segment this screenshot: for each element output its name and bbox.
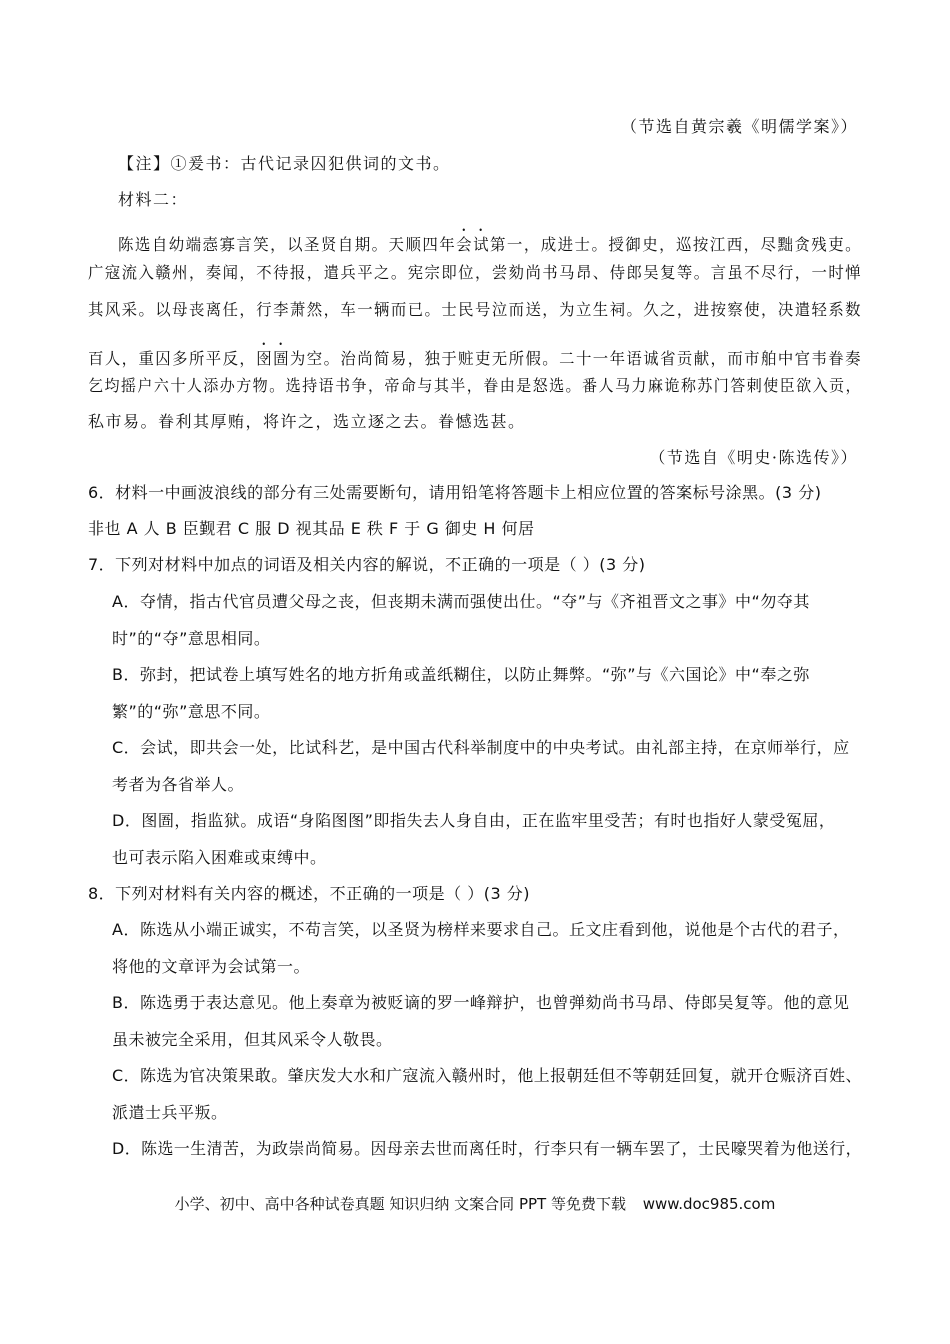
question-8-option-c: C．陈选为官决策果敢。肇庆发大水和广寇流入赣州时，他上报朝廷但不等朝廷回复，就开仓赈济百姓、 [112,1066,862,1085]
source-line-2: （节选自《明史·陈选传》） [649,448,858,467]
text-segment: 百人，重囚多所平反， [88,349,257,368]
question-6-text: 6．材料一中画波浪线的部分有三处需要断句，请用铅笔将答题卡上相应位置的答案标号涂黑。(3 分) [88,483,822,502]
material-2-line-2: 广寇流入赣州，奏闻，不待报，遣兵平之。宪宗即位，尝劾尚书马昂、侍郎吴复等。言虽不尽行，一时惮 [88,263,863,282]
material-2-line-1 [118,226,862,255]
question-7-option-c-cont: 考者为各省举人。 [112,775,245,794]
source-line-1: （节选自黄宗羲《明儒学案》） [620,117,858,136]
question-7-option-c: C．会试，即共会一处，比试科艺，是中国古代科举制度中的中央考试。由礼部主持，在京师举行，应 [112,738,850,757]
question-8-option-a-cont: 将他的文章评为会试第一。 [112,957,311,976]
question-7-option-a: A．夺情，指古代官员遭父母之丧，但丧期未满而强使出仕。“夺”与《齐祖晋文之事》中“勿夺其 [112,592,810,611]
question-7-option-b: B．弥封，把试卷上填写姓名的地方折角或盖纸糊住，以防止舞弊。“弥”与《六国论》中“奉之弥 [112,665,810,684]
question-7-text: 7．下列对材料中加点的词语及相关内容的解说，不正确的一项是（ ）(3 分) [88,555,646,574]
text-segment: 第一，成进士。授御史，巡按江西，尽黜贪残吏。 [490,235,863,254]
material-2-line-4 [88,340,862,369]
annotation-note: 【注】①爰书：古代记录囚犯供词的文书。 [118,154,451,173]
page-footer [0,1193,950,1214]
text-segment: 陈选自幼端悫寡言笑，以圣贤自期。天顺四年 [118,235,457,254]
question-6-options: 非也 A 人 B 臣觐君 C 服 D 视其品 E 秩 F 于 G 御史 H 何居 [88,519,535,538]
material-2-label: 材料二： [118,190,189,209]
question-7-option-b-cont: 繁”的“弥”意思不同。 [112,702,271,721]
emphasized-word: 会试 [456,235,491,254]
material-2-line-3: 其风采。以母丧离任，行李萧然，车一辆而已。士民号泣而送，为立生祠。久之，进按察使，决遣轻系数 [88,300,863,319]
question-7-option-a-cont: 时”的“夺”意思相同。 [112,629,271,648]
question-8-option-b: B．陈选勇于表达意见。他上奏章为被贬谪的罗一峰辩护，也曾弹劾尚书马昂、侍郎吴复等。他的意见 [112,993,850,1012]
question-8-option-c-cont: 派遣士兵平叛。 [112,1103,228,1122]
question-7-option-d-cont: 也可表示陷入困难或束缚中。 [112,848,327,867]
text-segment: 为空。治尚简易，独于赃吏无所假。二十一年语诚省贡献，而市舶中官韦眷奏 [289,349,862,368]
material-2-line-5: 乞均摇户六十人添办方物。选持语书争，帝命与其半，眷由是怒选。番人马力麻诡称苏门答剌使臣欲入贡， [88,376,862,395]
question-8-option-b-cont: 虽未被完全采用，但其风采令人敬畏。 [112,1030,393,1049]
question-8-option-d: D．陈选一生清苦，为政崇尚简易。因母亲去世而离任时，行李只有一辆车罢了，士民嚎哭着为他送行， [112,1139,862,1158]
question-8-text: 8．下列对材料有关内容的概述，不正确的一项是（ ）(3 分) [88,884,531,903]
emphasized-word: 囹圄 [256,349,290,368]
footer-text: 小学、初中、高中各种试卷真题 知识归纳 文案合同 PPT 等免费下载 [174,1195,626,1213]
question-8-option-a: A．陈选从小端正诚实，不苟言笑，以圣贤为榜样来要求自己。丘文庄看到他，说他是个古代的君子， [112,920,850,939]
question-7-option-d: D．图圄，指监狱。成语“身陷图图”即指失去人身自由，正在监牢里受苦；有时也指好人蒙受冤屈， [112,811,836,830]
footer-link[interactable]: www.doc985.com [642,1195,776,1213]
material-2-line-6: 私市易。眷利其厚贿，将许之，选立逐之去。眷憾选甚。 [88,412,526,431]
